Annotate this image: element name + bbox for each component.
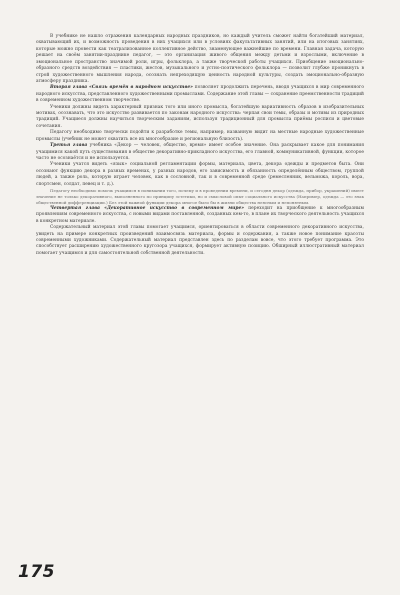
paragraph-text: В учебнике не нашло отражения календарных народных праздников, но каждый учитель сможет найти богатейший материал, охватывающий их, и возможность проведения в них учащихся или в условиях факультативных занятий, или на итоговых занятиях, которые можно провести как театрализованное коллективное действо, знаменующее важнейшие по времени. Главная задача, которую решает на своём занятии-празднике педагог, — это организация живого общения между детьми и взрослыми, включение в эмоциональное пространство значимой роли, игры, фольклора, а также творческой работы учащихся. Приобщение эмоционально-образного средств воздействия — пластики, жестов, музыкального и устно-поэтического фольклора — позволит глубже проникнуть в строй художественного мышления народа, осознать непреходящую ценность народной культуры, создать эмоционально-образную атмосферу праздника. — [36, 34, 364, 84]
paragraph-text: Педагогу необходимо помочь учащимся в понимании того, почему и в проведении времени, и сегодня декор (одежда, прибор, украшений) имеет значение не только декоративного, выполненного по принципу эстетики, но и смысловой опыт социального искусства (Например, одежда — это знак общественной дифференциации.) Без этой важной функции декора многое было бы в жизни общества неясным и непонятным. — [36, 188, 364, 205]
paragraph — [36, 143, 364, 162]
paragraph — [36, 225, 364, 257]
paragraph-text: позволяет продолжить перечень, вводя учащихся в мир современного народного искусства, представленного художественными промыслами. Содержание этой главы — сохранение преемственности традиций в современном художественном творчестве. — [36, 85, 364, 104]
paragraph-text: Содержательный материал этой главы помогает учащимся, ориентироваться в области современного декоративного искусства, увидеть на примере конкретных произведений взаимосвязь материала, формы и содержания, а также новое понимание красоты современными художниками. Содержательный материал представлен здесь по разделам вовсе, что этого требует программа. Это способствует расширению художественного кругозора учащихся, формирует активную позицию. Обширный иллюстративный материал помогает учащимся и для самостоятельной собственной деятельности. — [36, 225, 364, 256]
paragraph — [36, 85, 364, 104]
paragraph — [36, 188, 364, 206]
inline-heading: Третья глава — [50, 143, 88, 149]
inline-heading: Вторая глава «Связь времён в народном искусстве» — [50, 85, 193, 91]
paragraph-text: Ученики учатся видеть «язык» социальной регламентации формы, материала, цвета, декора одежды и предметов быта. Они осознают функцию декора в разных временах, у разных народов, его зависимость и обязанность определённым обществом, группой людей, а также роль, которую играет человек, как в сословной, так и в современной среде (ремесленник, вельможа, король, вора, спортсмен, солдат, певец и т. д.). — [36, 162, 364, 187]
paragraph-text: переходит на приобщение к многообразным проявлениям современного искусства, с новыми видами поставленной, созданных кем-то, в плане их творческого деятельность учащихся в конкретном материале. — [36, 205, 364, 224]
page-number: 175 — [18, 562, 55, 582]
paragraph-text: учебника «Декор — человек, общество, время» имеет особое значение. Она раскрывает какое для понимания учащимися какой путь существования в обществе декоративно-прикладного искусства, его главной, коммуникативной, функции, которое часто не осознаётся и не используется. — [36, 143, 365, 162]
paragraph — [36, 130, 364, 143]
body-text — [36, 34, 364, 257]
paragraph-text: Ученики должны видеть характерный признак того или иного промысла, богатейшую вариативность образов в изобразительных мотивах, осознавать, что это искусство развивается по законам народного искусства: черпая свои темы, образы и мотивы из природных традиций. Учащиеся должны научиться творческим заданиям, используя традиционный для промысла приёмы росписи и цветовые сочетания. — [36, 104, 364, 129]
paragraph — [36, 34, 364, 85]
paragraph — [36, 206, 364, 225]
paragraph — [36, 162, 364, 188]
inline-heading: Четвертая глава «Декоративное искусство в современном мире» — [50, 205, 245, 211]
paragraph — [36, 105, 364, 131]
paragraph-text: Педагогу необходимо творчески подойти к разработке темы, например, названную видит на местные народные художественные промыслы (учебник не может охватить все их многообразие и региональную близость). — [36, 130, 364, 142]
